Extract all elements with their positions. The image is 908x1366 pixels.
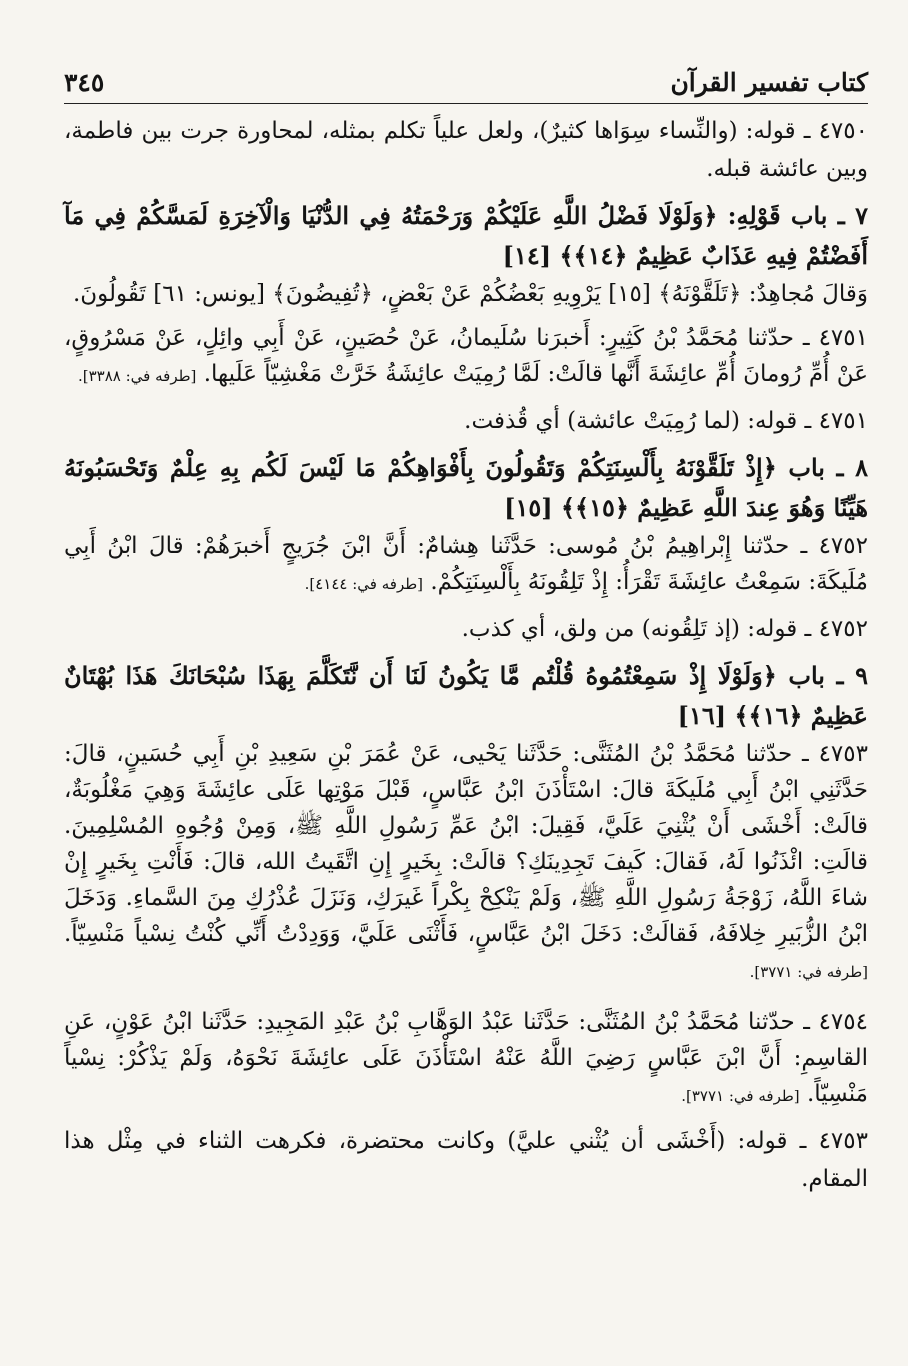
hadith-4752	[64, 528, 868, 602]
chapter-heading-8: ٨ ـ باب ﴿إِذْ تَلَقَّوْنَهُ بِأَلْسِنَتِكُمْ وَتَقُولُونَ بِأَفْوَاهِكُمْ مَا لَيْسَ لَكُم بِهِ عِلْمٌ وَتَحْسَبُونَهُ هَيِّنًا وَهُوَ عِندَ اللَّهِ عَظِيمٌ ﴿١٥﴾﴾ [١٥]	[64, 453, 868, 522]
chapter-heading-9: ٩ ـ باب ﴿وَلَوْلَا إِذْ سَمِعْتُمُوهُ قُلْتُم مَّا يَكُونُ لَنَا أَن نَّتَكَلَّمَ بِهَذَا سُبْحَانَكَ هَذَا بُهْتَانٌ عَظِيمٌ ﴿١٦﴾﴾ [١٦]	[64, 661, 868, 730]
hadith-text: ٤٧٥٣ ـ حدّثنا مُحَمَّدُ بْنُ المُثَنَّى: حَدَّثَنا يَحْيى، عَنْ عُمَرَ بْنِ سَعِيدِ بْنِ أَبِي حُسَينٍ، قالَ: حَدَّثَنِي ابْنُ أَبِي مُلَيكَةَ قالَ: اسْتَأْذَنَ ابْنُ عَبَّاسٍ، قَبْلَ مَوْتِها عَلَى عائِشَةَ وَهِيَ مَغْلُوبَةٌ، قالَتْ: أَخْشَى أَنْ يُثْنِيَ عَلَيَّ، فَقِيلَ: ابْنُ عَمِّ رَسُولِ اللَّهِ ﷺ، وَمِنْ وُجُوهِ المُسْلِمِينَ. قالَتِ: ائْذَنُوا لَهُ، فَقالَ: كَيفَ تَجِدِينَكِ؟ قالَتْ: بِخَيرٍ إِنِ اتَّقَيتُ الله، قالَ: فَأَنْتِ بِخَيرٍ إِنْ شاءَ اللَّهُ، زَوْجَةُ رَسُولِ اللَّهِ ﷺ، وَلَمْ يَنْكِحْ بِكْراً غَيرَكِ، وَنَزَلَ عُذْرُكِ مِنَ السَّماءِ. وَدَخَلَ ابْنُ الزُّبَيرِ خِلافَهُ، فَقالَتْ: دَخَلَ ابْنُ عَبَّاسٍ، فَأَثْنَى عَلَيَّ، وَوَدِدْتُ أَنِّي كُنْتُ نِسْياً مَنْسِيّاً.	[64, 741, 868, 947]
hadith-4751	[64, 320, 868, 394]
hadith-4754	[64, 1004, 868, 1114]
page-body	[64, 112, 868, 1198]
hadith-text: ٤٧٥١ ـ حدّثنا مُحَمَّدُ بْنُ كَثِيرٍ: أَخبرَنا سُلَيمانُ، عَنْ حُصَينٍ، عَنْ أَبِي وائِلٍ، عَنْ مَسْرُوقٍ، عَنْ أُمِّ رُومانَ أُمِّ عائِشَةَ أَنَّها قالَتْ: لَمَّا رُمِيَتْ عائِشَةُ خَرَّتْ مَغْشِيّاً عَلَيها.	[64, 325, 868, 387]
page-header	[64, 56, 868, 104]
commentary-4753: ٤٧٥٣ ـ قوله: (أَخْشَى أن يُثْني عليَّ) وكانت محتضرة، فكرهت الثناء في مِثْل هذا المقام.	[64, 1128, 868, 1192]
cross-reference: [طرفه في: ٣٧٧١].	[681, 1087, 800, 1105]
commentary-4752: ٤٧٥٢ ـ قوله: (إذ تَلِقُونه) من ولق، أي كذب.	[461, 616, 868, 642]
cross-reference: [طرفه في: ٤١٤٤].	[304, 575, 424, 593]
hadith-4753	[64, 736, 868, 990]
mujahid-note: وَقالَ مُجاهِدٌ: ﴿تَلَقَّوْنَهُ﴾ [١٥] يَرْوِيهِ بَعْضُكُمْ عَنْ بَعْضٍ، ﴿تُفِيضُونَ﴾ [يونس: ٦١] تَقُولُونَ.	[72, 281, 868, 307]
cross-reference: [طرفه في: ٣٣٨٨].	[78, 367, 197, 385]
commentary-4750: ٤٧٥٠ ـ قوله: (والنِّساء سِوَاها كثيرٌ)، ولعل علياً تكلم بمثله، لمحاورة جرت بين فاطمة، وبين عائشة قبله.	[64, 118, 868, 182]
page-number: ٣٤٥	[64, 68, 105, 97]
chapter-heading-7: ٧ ـ باب قَوْلِهِ: ﴿وَلَوْلَا فَضْلُ اللَّهِ عَلَيْكُمْ وَرَحْمَتُهُ فِي الدُّنْيَا وَالْآخِرَةِ لَمَسَّكُمْ فِي مَآ أَفَضْتُمْ فِيهِ عَذَابٌ عَظِيمٌ ﴿١٤﴾﴾ [١٤]	[64, 201, 868, 270]
commentary-4751: ٤٧٥١ ـ قوله: (لما رُمِيَتْ عائشة) أي قُذفت.	[464, 408, 868, 434]
cross-reference: [طرفه في: ٣٧٧١].	[749, 963, 868, 981]
hadith-text: ٤٧٥٢ ـ حدّثنا إِبْراهِيمُ بْنُ مُوسى: حَدَّثَنا هِشامٌ: أَنَّ ابْنَ جُرَيجٍ أَخبرَهُمْ: قالَ ابْنُ أَبِي مُلَيكَةَ: سَمِعْتُ عائِشَةَ تَقْرَأُ: إِذْ تَلِقُونَهُ بِأَلْسِنَتِكُمْ.	[64, 533, 868, 595]
book-title: كتاب تفسير القرآن	[670, 68, 868, 97]
hadith-text: ٤٧٥٤ ـ حدّثنا مُحَمَّدُ بْنُ المُثَنَّى: حَدَّثَنا عَبْدُ الوَهَّابِ بْنُ عَبْدِ المَجِيدِ: حَدَّثَنا ابْنُ عَوْنٍ، عَنِ القاسِمِ: أَنَّ ابْنَ عَبَّاسٍ رَضِيَ اللَّهُ عَنْهُ اسْتَأْذَنَ عَلَى عائِشَةَ نَحْوَهُ، وَلَمْ يَذْكُرْ: نِسْياً مَنْسِيّاً.	[64, 1009, 869, 1107]
